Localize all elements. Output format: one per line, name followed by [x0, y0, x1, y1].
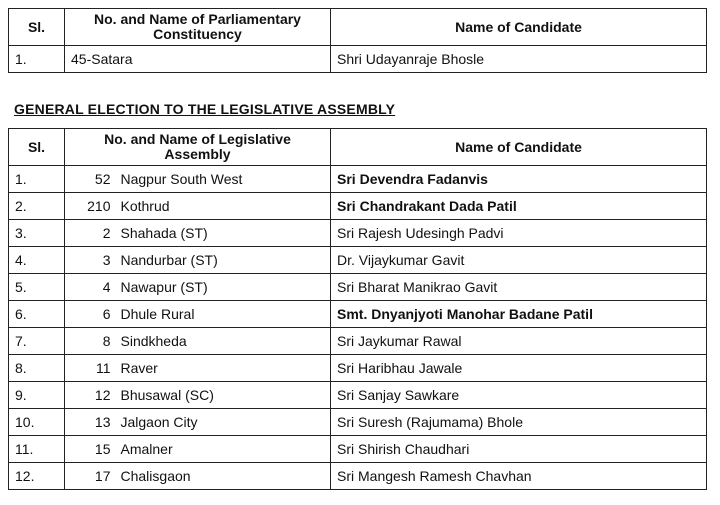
- table-row: [9, 382, 707, 409]
- sl-cell: 8.: [9, 355, 65, 382]
- candidate-cell: Sri Bharat Manikrao Gavit: [331, 274, 707, 301]
- sl-cell: 11.: [9, 436, 65, 463]
- candidate-cell: Shri Udayanraje Bhosle: [331, 46, 707, 73]
- assembly-name-cell: Sindkheda: [115, 328, 331, 355]
- assembly-name-cell: Shahada (ST): [115, 220, 331, 247]
- sl-cell: 4.: [9, 247, 65, 274]
- sl-cell: 12.: [9, 463, 65, 490]
- sl-cell: 9.: [9, 382, 65, 409]
- candidate-cell: Sri Mangesh Ramesh Chavhan: [331, 463, 707, 490]
- assembly-name-cell: Raver: [115, 355, 331, 382]
- candidate-cell: Sri Haribhau Jawale: [331, 355, 707, 382]
- assembly-number-cell: 3: [65, 247, 115, 274]
- assembly-name-cell: Jalgaon City: [115, 409, 331, 436]
- assembly-number-cell: 11: [65, 355, 115, 382]
- parliamentary-table: [8, 8, 707, 73]
- assembly-number-cell: 52: [65, 166, 115, 193]
- candidate-cell: Sri Devendra Fadanvis: [331, 166, 707, 193]
- constituency-header: No. and Name of Parliamentary Constituency: [65, 9, 331, 46]
- table-row: [9, 46, 707, 73]
- sl-cell: 7.: [9, 328, 65, 355]
- candidate-cell: Sri Shirish Chaudhari: [331, 436, 707, 463]
- sl-cell: 2.: [9, 193, 65, 220]
- table-row: [9, 301, 707, 328]
- assembly-name-cell: Nawapur (ST): [115, 274, 331, 301]
- candidate-cell: Dr. Vijaykumar Gavit: [331, 247, 707, 274]
- sl-cell: 10.: [9, 409, 65, 436]
- assembly-number-cell: 8: [65, 328, 115, 355]
- table-row: [9, 328, 707, 355]
- assembly-name-cell: Bhusawal (SC): [115, 382, 331, 409]
- assembly-number-cell: 2: [65, 220, 115, 247]
- sl-header: Sl.: [9, 129, 65, 166]
- table-row: [9, 409, 707, 436]
- sl-cell: 5.: [9, 274, 65, 301]
- candidate-cell: Sri Suresh (Rajumama) Bhole: [331, 409, 707, 436]
- sl-cell: 6.: [9, 301, 65, 328]
- candidate-cell: Smt. Dnyanjyoti Manohar Badane Patil: [331, 301, 707, 328]
- candidate-cell: Sri Chandrakant Dada Patil: [331, 193, 707, 220]
- assembly-number-cell: 6: [65, 301, 115, 328]
- table-row: [9, 274, 707, 301]
- table-row: [9, 166, 707, 193]
- candidate-cell: Sri Rajesh Udesingh Padvi: [331, 220, 707, 247]
- sl-cell: 1.: [9, 166, 65, 193]
- sl-header: Sl.: [9, 9, 65, 46]
- sl-cell: 3.: [9, 220, 65, 247]
- table-row: [9, 463, 707, 490]
- candidate-cell: Sri Sanjay Sawkare: [331, 382, 707, 409]
- assembly-name-cell: Kothrud: [115, 193, 331, 220]
- assembly-name-cell: Nandurbar (ST): [115, 247, 331, 274]
- assembly-number-cell: 210: [65, 193, 115, 220]
- assembly-number-cell: 15: [65, 436, 115, 463]
- table-row: [9, 436, 707, 463]
- assembly-number-cell: 17: [65, 463, 115, 490]
- candidate-header: Name of Candidate: [331, 129, 707, 166]
- assembly-name-cell: Dhule Rural: [115, 301, 331, 328]
- table-row: [9, 220, 707, 247]
- assembly-number-cell: 13: [65, 409, 115, 436]
- table-row: [9, 355, 707, 382]
- assembly-number-cell: 12: [65, 382, 115, 409]
- assembly-name-cell: Nagpur South West: [115, 166, 331, 193]
- section-heading: GENERAL ELECTION TO THE LEGISLATIVE ASSEMBLY: [14, 101, 396, 117]
- candidate-header: Name of Candidate: [331, 9, 707, 46]
- constituency-cell: 45-Satara: [65, 46, 331, 73]
- assembly-number-cell: 4: [65, 274, 115, 301]
- table-header-row: [9, 129, 707, 166]
- table-header-row: [9, 9, 707, 46]
- assembly-table: [8, 128, 707, 490]
- table-row: [9, 247, 707, 274]
- assembly-name-cell: Chalisgaon: [115, 463, 331, 490]
- candidate-cell: Sri Jaykumar Rawal: [331, 328, 707, 355]
- assembly-name-cell: Amalner: [115, 436, 331, 463]
- assembly-header: No. and Name of Legislative Assembly: [65, 129, 331, 166]
- sl-cell: 1.: [9, 46, 65, 73]
- table-row: [9, 193, 707, 220]
